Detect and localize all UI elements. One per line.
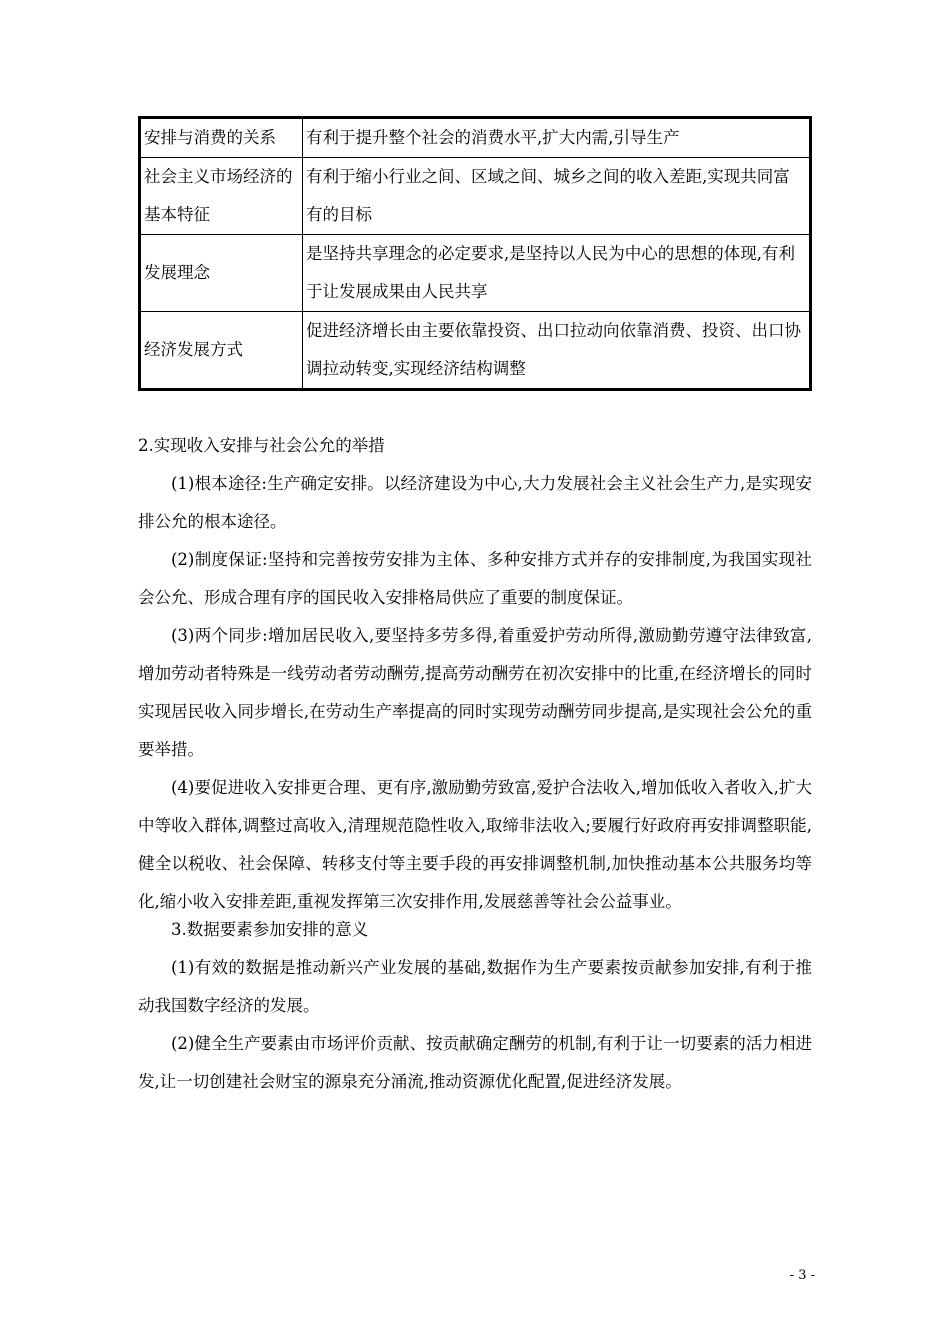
table-cell-significance: 是坚持共享理念的必定要求,是坚持以人民为中心的思想的体现,有利于让发展成果由人民共享 <box>303 235 811 312</box>
table-cell-significance: 有利于缩小行业之间、区域之间、城乡之间的收入差距,实现共同富有的目标 <box>303 158 811 235</box>
table-cell-significance: 有利于提升整个社会的消费水平,扩大内需,引导生产 <box>303 118 811 158</box>
paragraph: (2)制度保证:坚持和完善按劳安排为主体、多种安排方式并存的安排制度,为我国实现社会公允、形成合理有序的国民收入安排格局供应了重要的制度保证。 <box>138 550 812 607</box>
table-row <box>140 312 811 390</box>
table-cell-aspect: 社会主义市场经济的基本特征 <box>140 158 303 235</box>
paragraph: (4)要促进收入安排更合理、更有序,激励勤劳致富,爱护合法收入,增加低收入者收入,扩大中等收入群体,调整过高收入,清理规范隐性收入,取缔非法收入;要履行好政府再安排调整职能,健全以税收、社会保障、转移支付等主要手段的再安排调整机制,加快推动基本公共服务均等化,缩小收入安排差距,重视发挥第三次安排作用,发展慈善等社会公益事业。 <box>138 778 812 911</box>
table-cell-aspect: 发展理念 <box>140 235 303 312</box>
table-row <box>140 158 811 235</box>
table-cell-significance: 促进经济增长由主要依靠投资、出口拉动向依靠消费、投资、出口协调拉动转变,实现经济结构调整 <box>303 312 811 390</box>
paragraph: (1)有效的数据是推动新兴产业发展的基础,数据作为生产要素按贡献参加安排,有利于推动我国数字经济的发展。 <box>138 958 812 1015</box>
section-heading: 2.实现收入安排与社会公允的举措 <box>138 436 385 455</box>
paragraph: (2)健全生产要素由市场评价贡献、按贡献确定酬劳的机制,有利于让一切要素的活力相进发,让一切创建社会财宝的源泉充分涌流,推动资源优化配置,促进经济发展。 <box>138 1034 812 1091</box>
table-cell-aspect: 经济发展方式 <box>140 312 303 390</box>
paragraph: (3)两个同步:增加居民收入,要坚持多劳多得,着重爱护劳动所得,激励勤劳遵守法律致富,增加劳动者特殊是一线劳动者劳动酬劳,提高劳动酬劳在初次安排中的比重,在经济增长的同时实现居民收入同步增长,在劳动生产率提高的同时实现劳动酬劳同步提高,是实现社会公允的重要举措。 <box>138 626 812 759</box>
table-cell-aspect: 安排与消费的关系 <box>140 118 303 158</box>
section-heading: 3.数据要素参加安排的意义 <box>171 920 369 939</box>
table-row <box>140 235 811 312</box>
page-number: - 3 - <box>789 1268 815 1283</box>
table-row <box>140 118 811 158</box>
paragraph: (1)根本途径:生产确定安排。以经济建设为中心,大力发展社会主义社会生产力,是实现安排公允的根本途径。 <box>138 474 812 531</box>
significance-table <box>138 116 812 391</box>
